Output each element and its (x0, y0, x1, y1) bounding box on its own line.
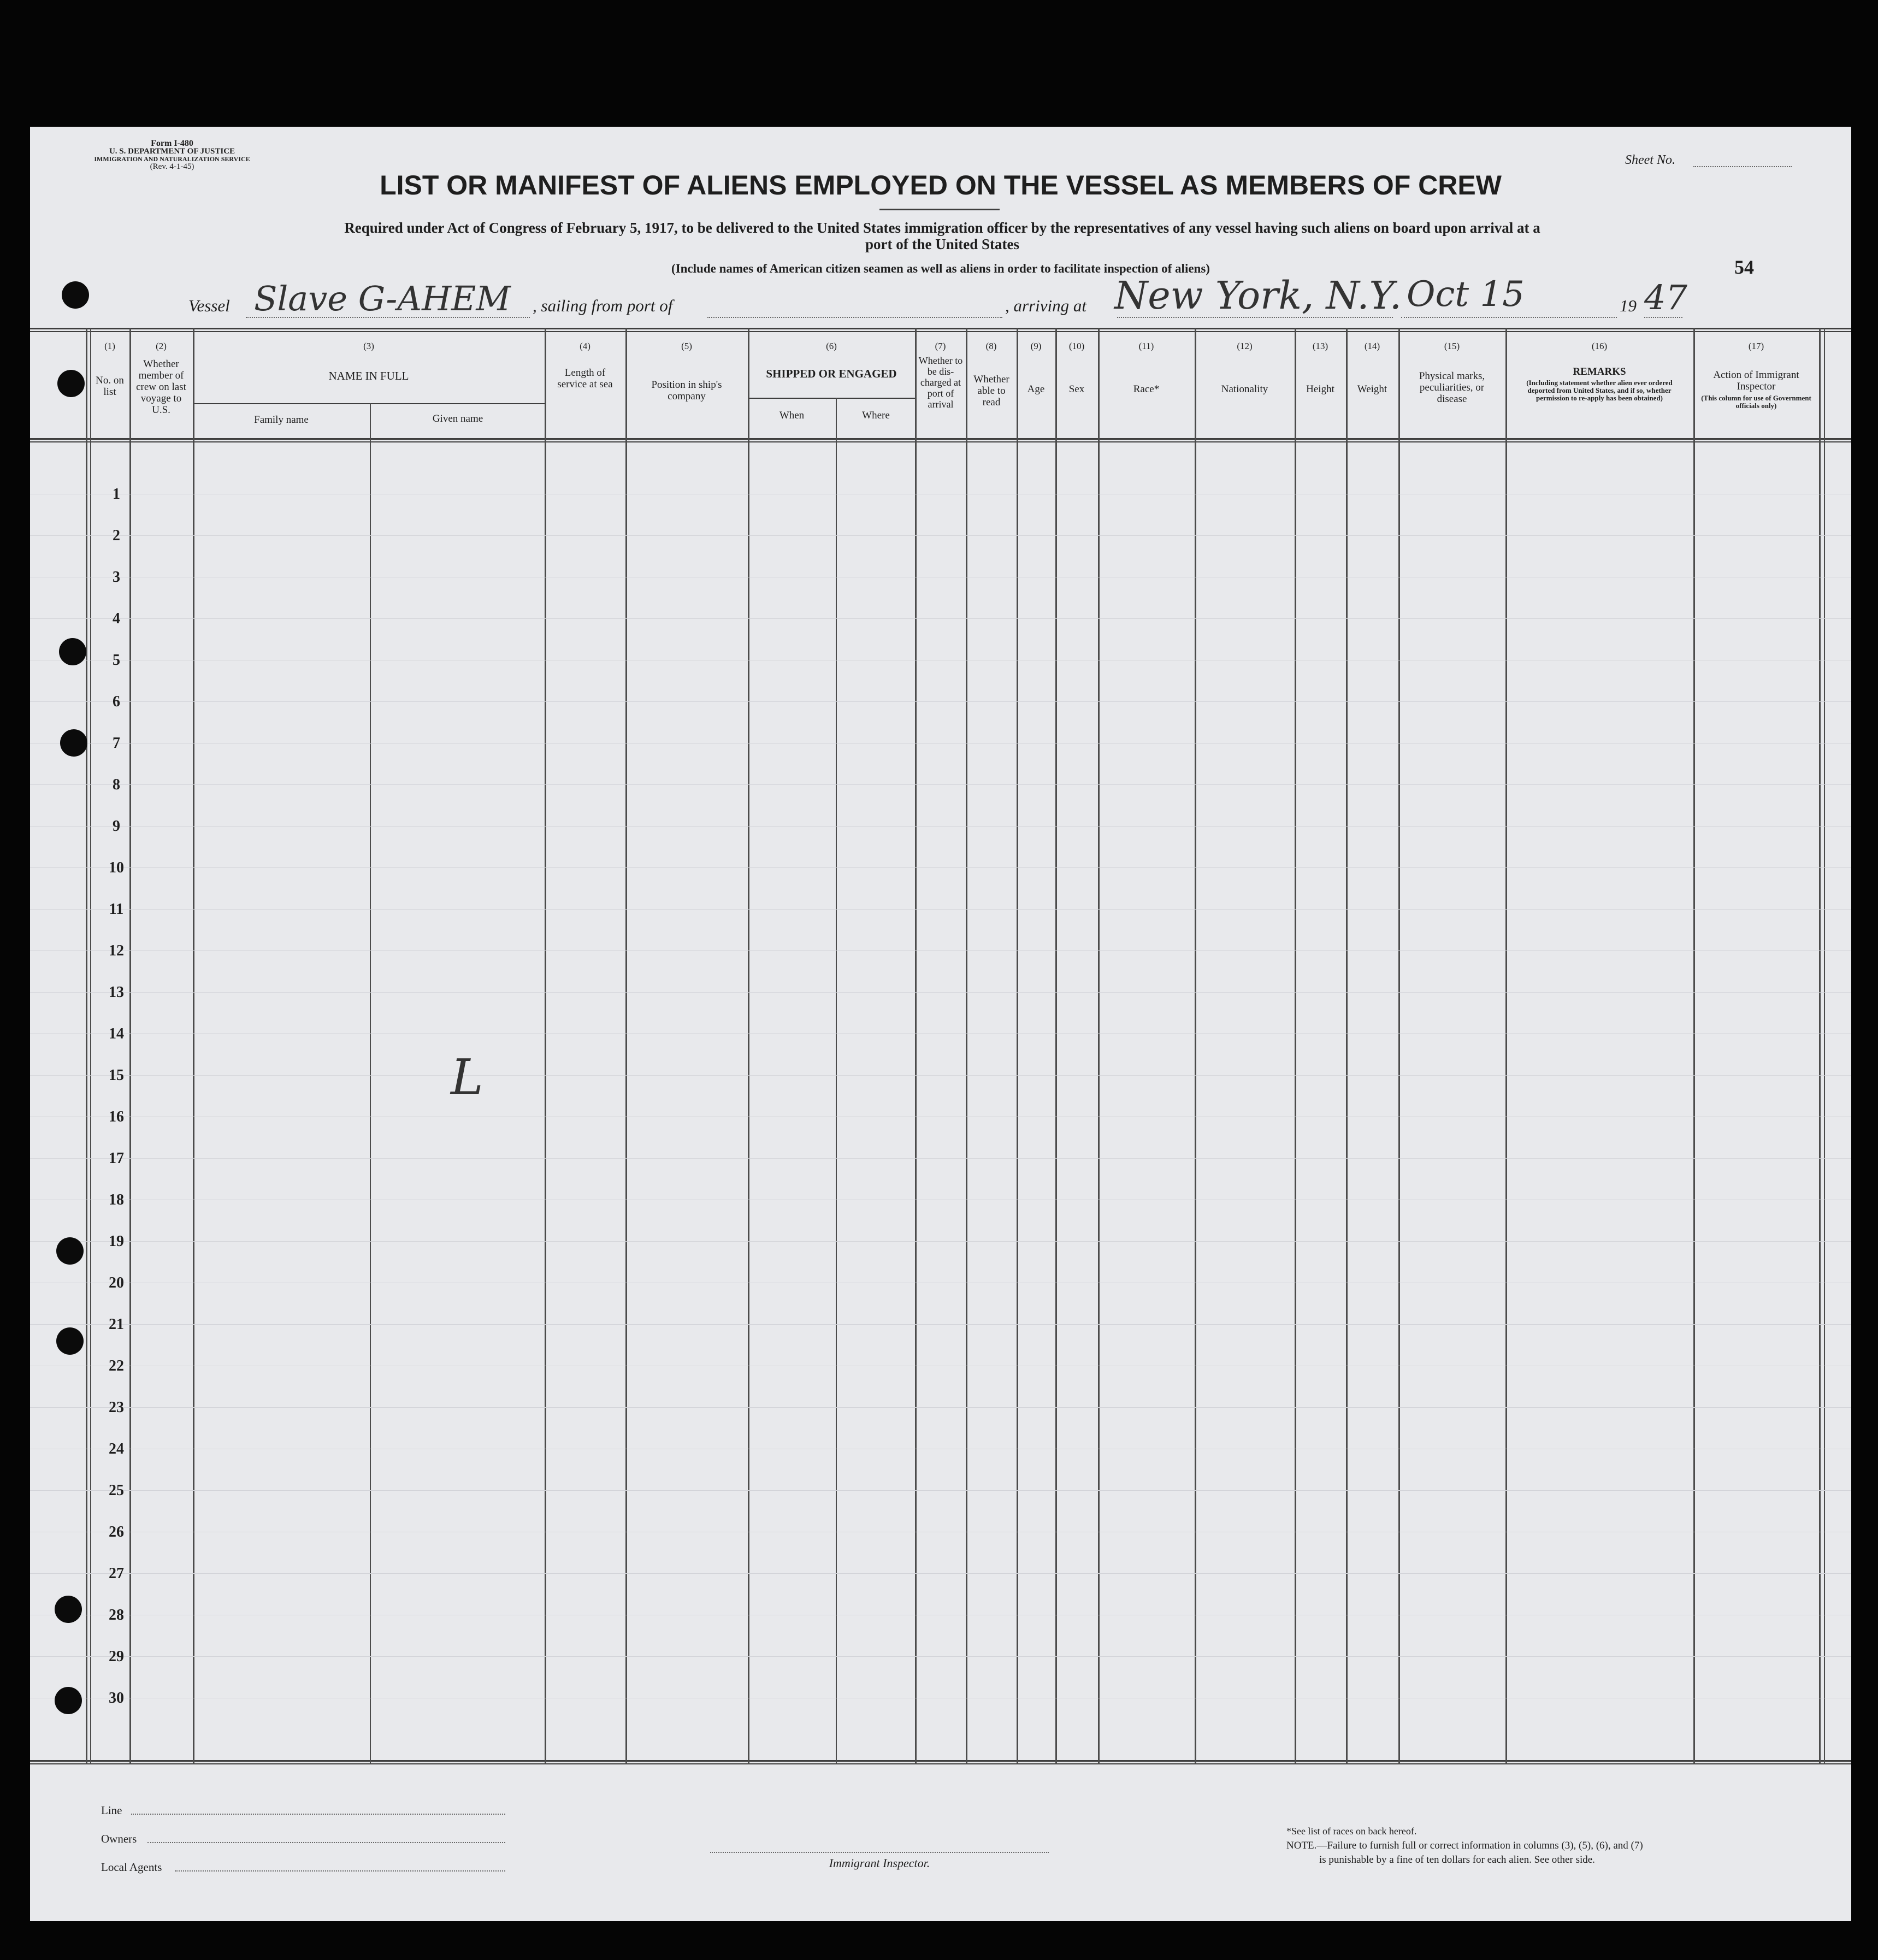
inspector-label: Immigrant Inspector. (829, 1856, 930, 1870)
arrival-port-handwritten: New York, N.Y. (1114, 273, 1402, 318)
handwritten-mark: L (451, 1049, 483, 1106)
col-line (545, 328, 546, 1764)
punch-hole (62, 281, 89, 309)
col-3-header: NAME IN FULL (328, 369, 409, 382)
col-15-number: (15) (1444, 341, 1460, 351)
punch-hole (56, 1237, 84, 1265)
row-number: 25 (109, 1482, 124, 1499)
row-line (30, 1656, 1851, 1657)
header-bottom-rule-2 (30, 441, 1851, 442)
col-line (193, 328, 194, 1764)
name-subheader-rule (193, 403, 545, 404)
col-11-header: Race* (1133, 383, 1160, 395)
owners-blank (147, 1842, 505, 1843)
col-line (1295, 328, 1296, 1764)
row-number: 30 (109, 1690, 124, 1707)
row-line (30, 701, 1851, 702)
row-number: 19 (109, 1233, 124, 1250)
row-line (30, 1075, 1851, 1076)
row-number: 3 (113, 569, 120, 586)
local-agents-blank (175, 1870, 505, 1872)
col-4-number: (4) (580, 341, 590, 351)
punch-hole (55, 1596, 82, 1623)
row-number: 1 (113, 486, 120, 503)
col-line (1055, 328, 1057, 1764)
col-13-number: (13) (1312, 341, 1328, 351)
row-line (30, 909, 1851, 910)
col-line (1346, 328, 1348, 1764)
row-number: 9 (113, 818, 120, 835)
row-number: 12 (109, 942, 124, 959)
col-11-number: (11) (1138, 341, 1154, 351)
shipped-subheader-rule (748, 398, 915, 399)
col-line (625, 328, 627, 1764)
row-line (30, 1407, 1851, 1408)
row-line (30, 618, 1851, 619)
line-blank (131, 1814, 505, 1815)
title-rule (879, 209, 1000, 210)
row-line (30, 1490, 1851, 1491)
col-3-family-name: Family name (254, 414, 309, 426)
row-number: 5 (113, 652, 120, 669)
col-line (1098, 328, 1100, 1764)
row-number: 24 (109, 1441, 124, 1457)
row-line (30, 784, 1851, 785)
col-2-number: (2) (156, 341, 167, 351)
penalty-note-2: is punishable by a fine of ten dollars for each alien. See other side. (1319, 1854, 1595, 1865)
col-1-header: No. on list (96, 375, 124, 398)
col-line (1017, 328, 1018, 1764)
header-bottom-rule (30, 438, 1851, 440)
col-3-given-name: Given name (432, 413, 483, 424)
col-line (836, 398, 837, 1764)
row-number: 20 (109, 1274, 124, 1291)
table-top-rule (30, 328, 1851, 329)
col-17-number: (17) (1748, 341, 1764, 351)
row-number: 29 (109, 1648, 124, 1665)
col-7-number: (7) (935, 341, 946, 351)
col-line (86, 328, 87, 1764)
punch-hole (56, 1327, 84, 1355)
col-9-header: Age (1027, 383, 1045, 395)
local-agents-label: Local Agents (101, 1861, 162, 1874)
row-number: 10 (109, 859, 124, 876)
row-number: 28 (109, 1607, 124, 1624)
row-line (30, 1158, 1851, 1159)
row-number: 4 (113, 610, 120, 627)
col-line (915, 328, 917, 1764)
col-16-header: REMARKS (1573, 366, 1626, 377)
sailing-port-blank (707, 317, 1002, 318)
row-line (30, 1573, 1851, 1574)
row-number: 23 (109, 1399, 124, 1416)
col-6-when: When (779, 410, 805, 421)
punch-hole (57, 370, 85, 397)
col-8-header: Whether able to read (973, 374, 1009, 408)
owners-label: Owners (101, 1832, 137, 1845)
sailing-label: , sailing from port of (533, 296, 673, 315)
col-2-header: Whether member of crew on last voyage to U.S. (136, 358, 186, 416)
col-8-number: (8) (985, 341, 997, 351)
stamp-number: 54 (1734, 256, 1754, 278)
arrival-date-handwritten: Oct 15 (1407, 274, 1525, 315)
col-10-number: (10) (1068, 341, 1085, 351)
punch-hole (55, 1687, 82, 1714)
row-number: 18 (109, 1191, 124, 1208)
col-13-header: Height (1306, 383, 1334, 395)
col-3-number: (3) (363, 341, 374, 351)
col-line (1819, 328, 1821, 1764)
punch-hole (59, 638, 86, 665)
row-number: 13 (109, 984, 124, 1001)
penalty-note-1: NOTE.—Failure to furnish full or correct information in columns (3), (5), (6), and (7) (1286, 1840, 1643, 1851)
row-number: 2 (113, 527, 120, 544)
col-line (1398, 328, 1400, 1764)
row-line (30, 1324, 1851, 1325)
row-line (30, 992, 1851, 993)
row-number: 17 (109, 1150, 124, 1167)
col-6-number: (6) (826, 341, 837, 351)
row-number: 21 (109, 1316, 124, 1333)
col-12-header: Nationality (1221, 383, 1268, 395)
col-line (1505, 328, 1507, 1764)
races-note: *See list of races on back hereof. (1286, 1826, 1417, 1837)
date-blank (1401, 317, 1617, 318)
col-15-header: Physical marks, peculiarities, or disease (1419, 370, 1485, 405)
col-line (1824, 328, 1825, 1764)
row-number: 15 (109, 1067, 124, 1084)
col-line (1693, 328, 1695, 1764)
col-10-header: Sex (1068, 383, 1085, 395)
col-16-note: (Including statement whether alien ever ordered deported from United States, and if so, whether permission to re-apply has been obtained) (1526, 379, 1673, 402)
row-number: 26 (109, 1524, 124, 1540)
col-6-header: SHIPPED OR ENGAGED (766, 367, 897, 380)
manifest-sheet (30, 127, 1851, 1921)
year-prefix: 19 (1620, 296, 1637, 315)
page-title: LIST OR MANIFEST OF ALIENS EMPLOYED ON THE VESSEL AS MEMBERS OF CREW (380, 170, 1502, 200)
col-7-header: Whether to be dis-charged at port of arrival (918, 355, 963, 410)
row-number: 11 (109, 901, 124, 918)
year-handwritten: 47 (1644, 278, 1687, 317)
col-line (370, 403, 371, 1764)
col-5-number: (5) (681, 341, 692, 351)
vessel-name-handwritten: Slave G-AHEM (254, 279, 511, 318)
subtitle-note: (Include names of American citizen seamen as well as aliens in order to facilitate inspection of aliens) (671, 262, 1210, 275)
col-14-header: Weight (1357, 383, 1387, 395)
revision-date: (Rev. 4-1-45) (150, 162, 194, 171)
col-17-header: Action of Immigrant Inspector (1713, 369, 1799, 392)
col-line (748, 328, 749, 1764)
arriving-label: , arriving at (1005, 296, 1086, 315)
form-number: Form I-480 (151, 139, 193, 148)
row-number: 16 (109, 1108, 124, 1125)
row-number: 6 (113, 693, 120, 710)
subtitle-line-2: port of the United States (865, 236, 1019, 252)
vessel-label: Vessel (188, 296, 230, 315)
inspector-signature-blank (710, 1852, 1049, 1853)
col-4-header: Length of service at sea (557, 367, 613, 390)
col-5-header: Position in ship's company (651, 379, 722, 402)
col-6-where: Where (862, 410, 890, 421)
col-12-number: (12) (1237, 341, 1253, 351)
col-line (90, 328, 91, 1764)
col-14-number: (14) (1364, 341, 1380, 351)
sheet-number-blank (1693, 166, 1792, 167)
punch-hole (60, 729, 87, 757)
line-label: Line (101, 1804, 122, 1817)
service-name: IMMIGRATION AND NATURALIZATION SERVICE (94, 155, 250, 163)
sheet-number-label: Sheet No. (1625, 153, 1675, 167)
page-subtitle (128, 220, 1756, 252)
row-number: 14 (109, 1025, 124, 1042)
row-number: 8 (113, 776, 120, 793)
col-9-number: (9) (1030, 341, 1042, 351)
col-1-number: (1) (104, 341, 115, 351)
row-number: 22 (109, 1357, 124, 1374)
col-16-number: (16) (1591, 341, 1608, 351)
row-number: 7 (113, 735, 120, 752)
department-name: U. S. DEPARTMENT OF JUSTICE (109, 147, 235, 156)
col-17-note: (This column for use of Government officials only) (1701, 394, 1811, 410)
row-line (30, 535, 1851, 536)
col-line (1195, 328, 1196, 1764)
table-bottom-rule-2 (30, 1763, 1851, 1764)
row-number: 27 (109, 1565, 124, 1582)
col-line (966, 328, 967, 1764)
row-line (30, 1241, 1851, 1242)
form-block (90, 140, 254, 170)
table-top-rule-2 (30, 331, 1851, 332)
row-line (30, 867, 1851, 868)
subtitle-line-1: Required under Act of Congress of February 5, 1917, to be delivered to the United States immigration officer by the representatives of any vessel having such aliens on board upon arrival at a (344, 220, 1540, 236)
table-bottom-rule (30, 1760, 1851, 1762)
